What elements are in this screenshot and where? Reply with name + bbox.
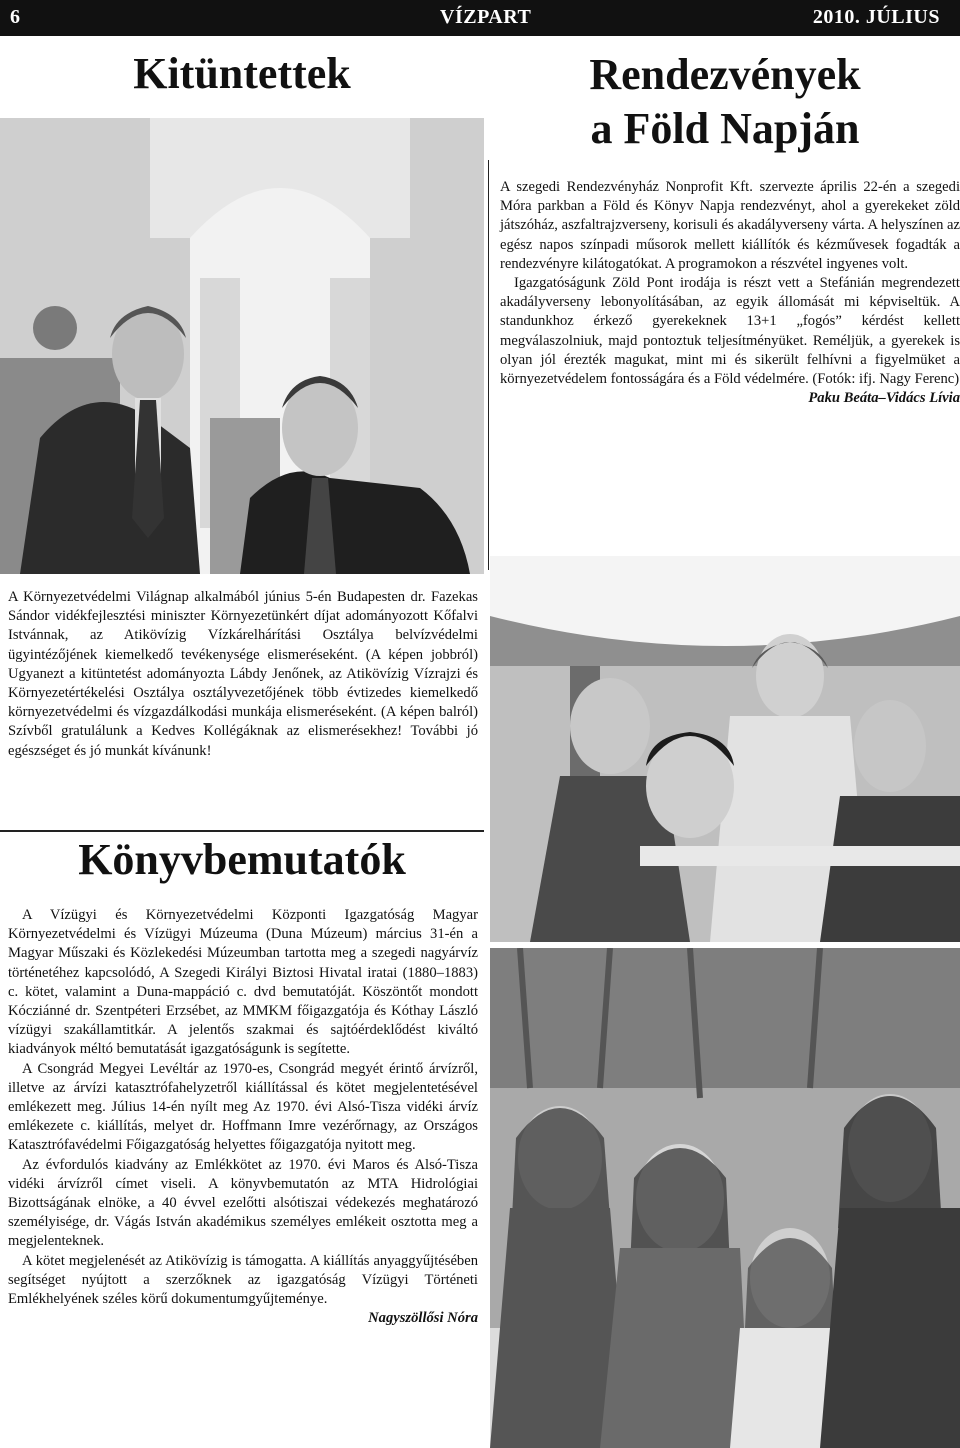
event-photo-2-graphic bbox=[490, 948, 960, 1448]
issue-date: 2010. JÚLIUS bbox=[812, 6, 940, 28]
kituntettek-article bbox=[8, 588, 478, 761]
konyvbemutatok-headline: Könyvbemutatók bbox=[78, 835, 406, 884]
konyvbemutatok-paragraph-3: Az évfordulós kiadvány az Emlékkötet az 1970. évi Maros és Alsó-Tisza vidéki árvízről címet viseli. A könyvbemutatón az MTA Hidrológiai Bizottságának elnöke, a 40 évvel ezelőtti alsótiszai védekezés meghatározó személyisége, dr. Vágás István akadémikus személyes emlékeit osztotta meg a megjelenteknek. bbox=[8, 1156, 478, 1250]
kituntettek-headline: Kitüntettek bbox=[133, 49, 351, 98]
konyvbemutatok-paragraph-4: A kötet megjelenését az Atikövízig is támogatta. A kiállítás anyaggyűjtésében segítséget nyújtott a szerzőknek az igazgatóság Vízügyi Történeti Emlékhelyének széles körű dokumentumgyűjteménye. bbox=[8, 1252, 478, 1308]
rendezvenyek-signature: Paku Beáta–Vidács Lívia bbox=[808, 390, 960, 407]
event-photo-2 bbox=[490, 948, 960, 1448]
award-photo bbox=[0, 118, 484, 574]
rendezvenyek-headline-line1: Rendezvények bbox=[589, 50, 861, 99]
konyvbemutatok-article bbox=[8, 906, 478, 1328]
rendezvenyek-headline bbox=[490, 48, 960, 156]
event-photo-1 bbox=[490, 556, 960, 942]
rendezvenyek-paragraph-2: Igazgatóságunk Zöld Pont irodája is részt vett a Stefánián megrendezett akadályverseny lebonyolításában, az egyik állomását mi képviseltük. A standunkhoz érkező gyerekeknek 13+1 „fogós” kérdést kellett megválaszolniuk, majd pontoztuk teljesítményüket. Reméljük, a gyerekek is olyan jól érezték magukat, mint mi és sikerült felhívni a figyelmüket a környezetvédelem fontosságára és a Föld védelmére. (Fotók: ifj. Nagy Ferenc) bbox=[500, 275, 960, 388]
award-photo-graphic bbox=[0, 118, 484, 574]
rendezvenyek-paragraph-1: A szegedi Rendezvényház Nonprofit Kft. szervezte április 22-én a szegedi Móra parkban a Föld és Könyv Napja rendezvényt, ahol a gyerekeket zöld játszóház, aszfaltrajzverseny, korisuli és akadályverseny várta. A helyszínen az egész napos színpadi műsorok mellett kiállítók és kézművesek fogadták a rendezvényre kilátogatókat. A programokon a részvétel ingyenes volt. bbox=[500, 179, 960, 272]
konyvbemutatok-signature: Nagyszöllősi Nóra bbox=[368, 1310, 478, 1327]
event-photo-1-graphic bbox=[490, 556, 960, 942]
konyvbemutatok-paragraph-1: A Vízügyi és Környezetvédelmi Központi Igazgatóság Magyar Környezetvédelmi és Vízügyi Múzeuma (Duna Múzeum) március 31-én a Magyar Műszaki és Közlekedési Múzeumban tartotta meg a szegedi nagyárvíz történetéhez kapcsolódó, A Szegedi Királyi Biztosi Hivatal iratai (1880–1883) c. kötet, valamint a Duna-mappáció c. dvd bemutatóját. Köszöntőt mondott Kócziánné dr. Szentpéteri Erzsébet, az MMKM főigazgatója és Kóthay László vízügyi szakállamtitkár. A jelentős szakmai és sajtóérdeklődést kiváltó kiadványok méltó bemutatását igazgatóságunk is segítette. bbox=[8, 907, 478, 1058]
column-divider-top bbox=[488, 160, 489, 570]
magazine-title: VÍZPART bbox=[440, 6, 532, 28]
page-number: 6 bbox=[10, 6, 21, 28]
page-header bbox=[0, 0, 960, 36]
konyvbemutatok-paragraph-2: A Csongrád Megyei Levéltár az 1970-es, Csongrád megyét érintő árvízről, illetve az árvízi katasztrófahelyzetről kiállítással és kötet megjelentetésével emlékezett meg. Július 14-én nyílt meg Az 1970. évi Alsó-Tisza vidéki árvíz emlékezete c. kiállítás, melyet dr. Hoffmann Imre vezérőrnagy, az Országos Katasztrófavédelmi Főigazgatóság helyettes főigazgatója nyitott meg. bbox=[8, 1060, 478, 1154]
rendezvenyek-article bbox=[500, 178, 960, 408]
rendezvenyek-headline-line2: a Föld Napján bbox=[590, 104, 860, 153]
section-divider bbox=[0, 830, 484, 832]
kituntettek-paragraph: A Környezetvédelmi Világnap alkalmából június 5-én Budapesten dr. Fazekas Sándor vidékfejlesztési miniszter Környezetünkért díjat adományozott Kőfalvi Istvánnak, az Atikövízig Vízkárelhárítási Osztálya belvízvédelmi ügyintézőjének kiemelkedő tevékenysége elismeréseként. (A képen jobbról) Ugyanezt a kitüntetést adományozta Lábdy Jenőnek, az Atikövízig Vízrajzi és Környezetértékelési Osztálya osztályvezetőjének több évtizedes kiemelkedő környezetvédelmi és vízgazdálkodási munkája elismeréseként. (A képen balról) Szívből gratulálunk a Kedves Kollégáknak az elismerésekhez! További jó egészséget és jó munkát kívánunk! bbox=[8, 589, 478, 759]
